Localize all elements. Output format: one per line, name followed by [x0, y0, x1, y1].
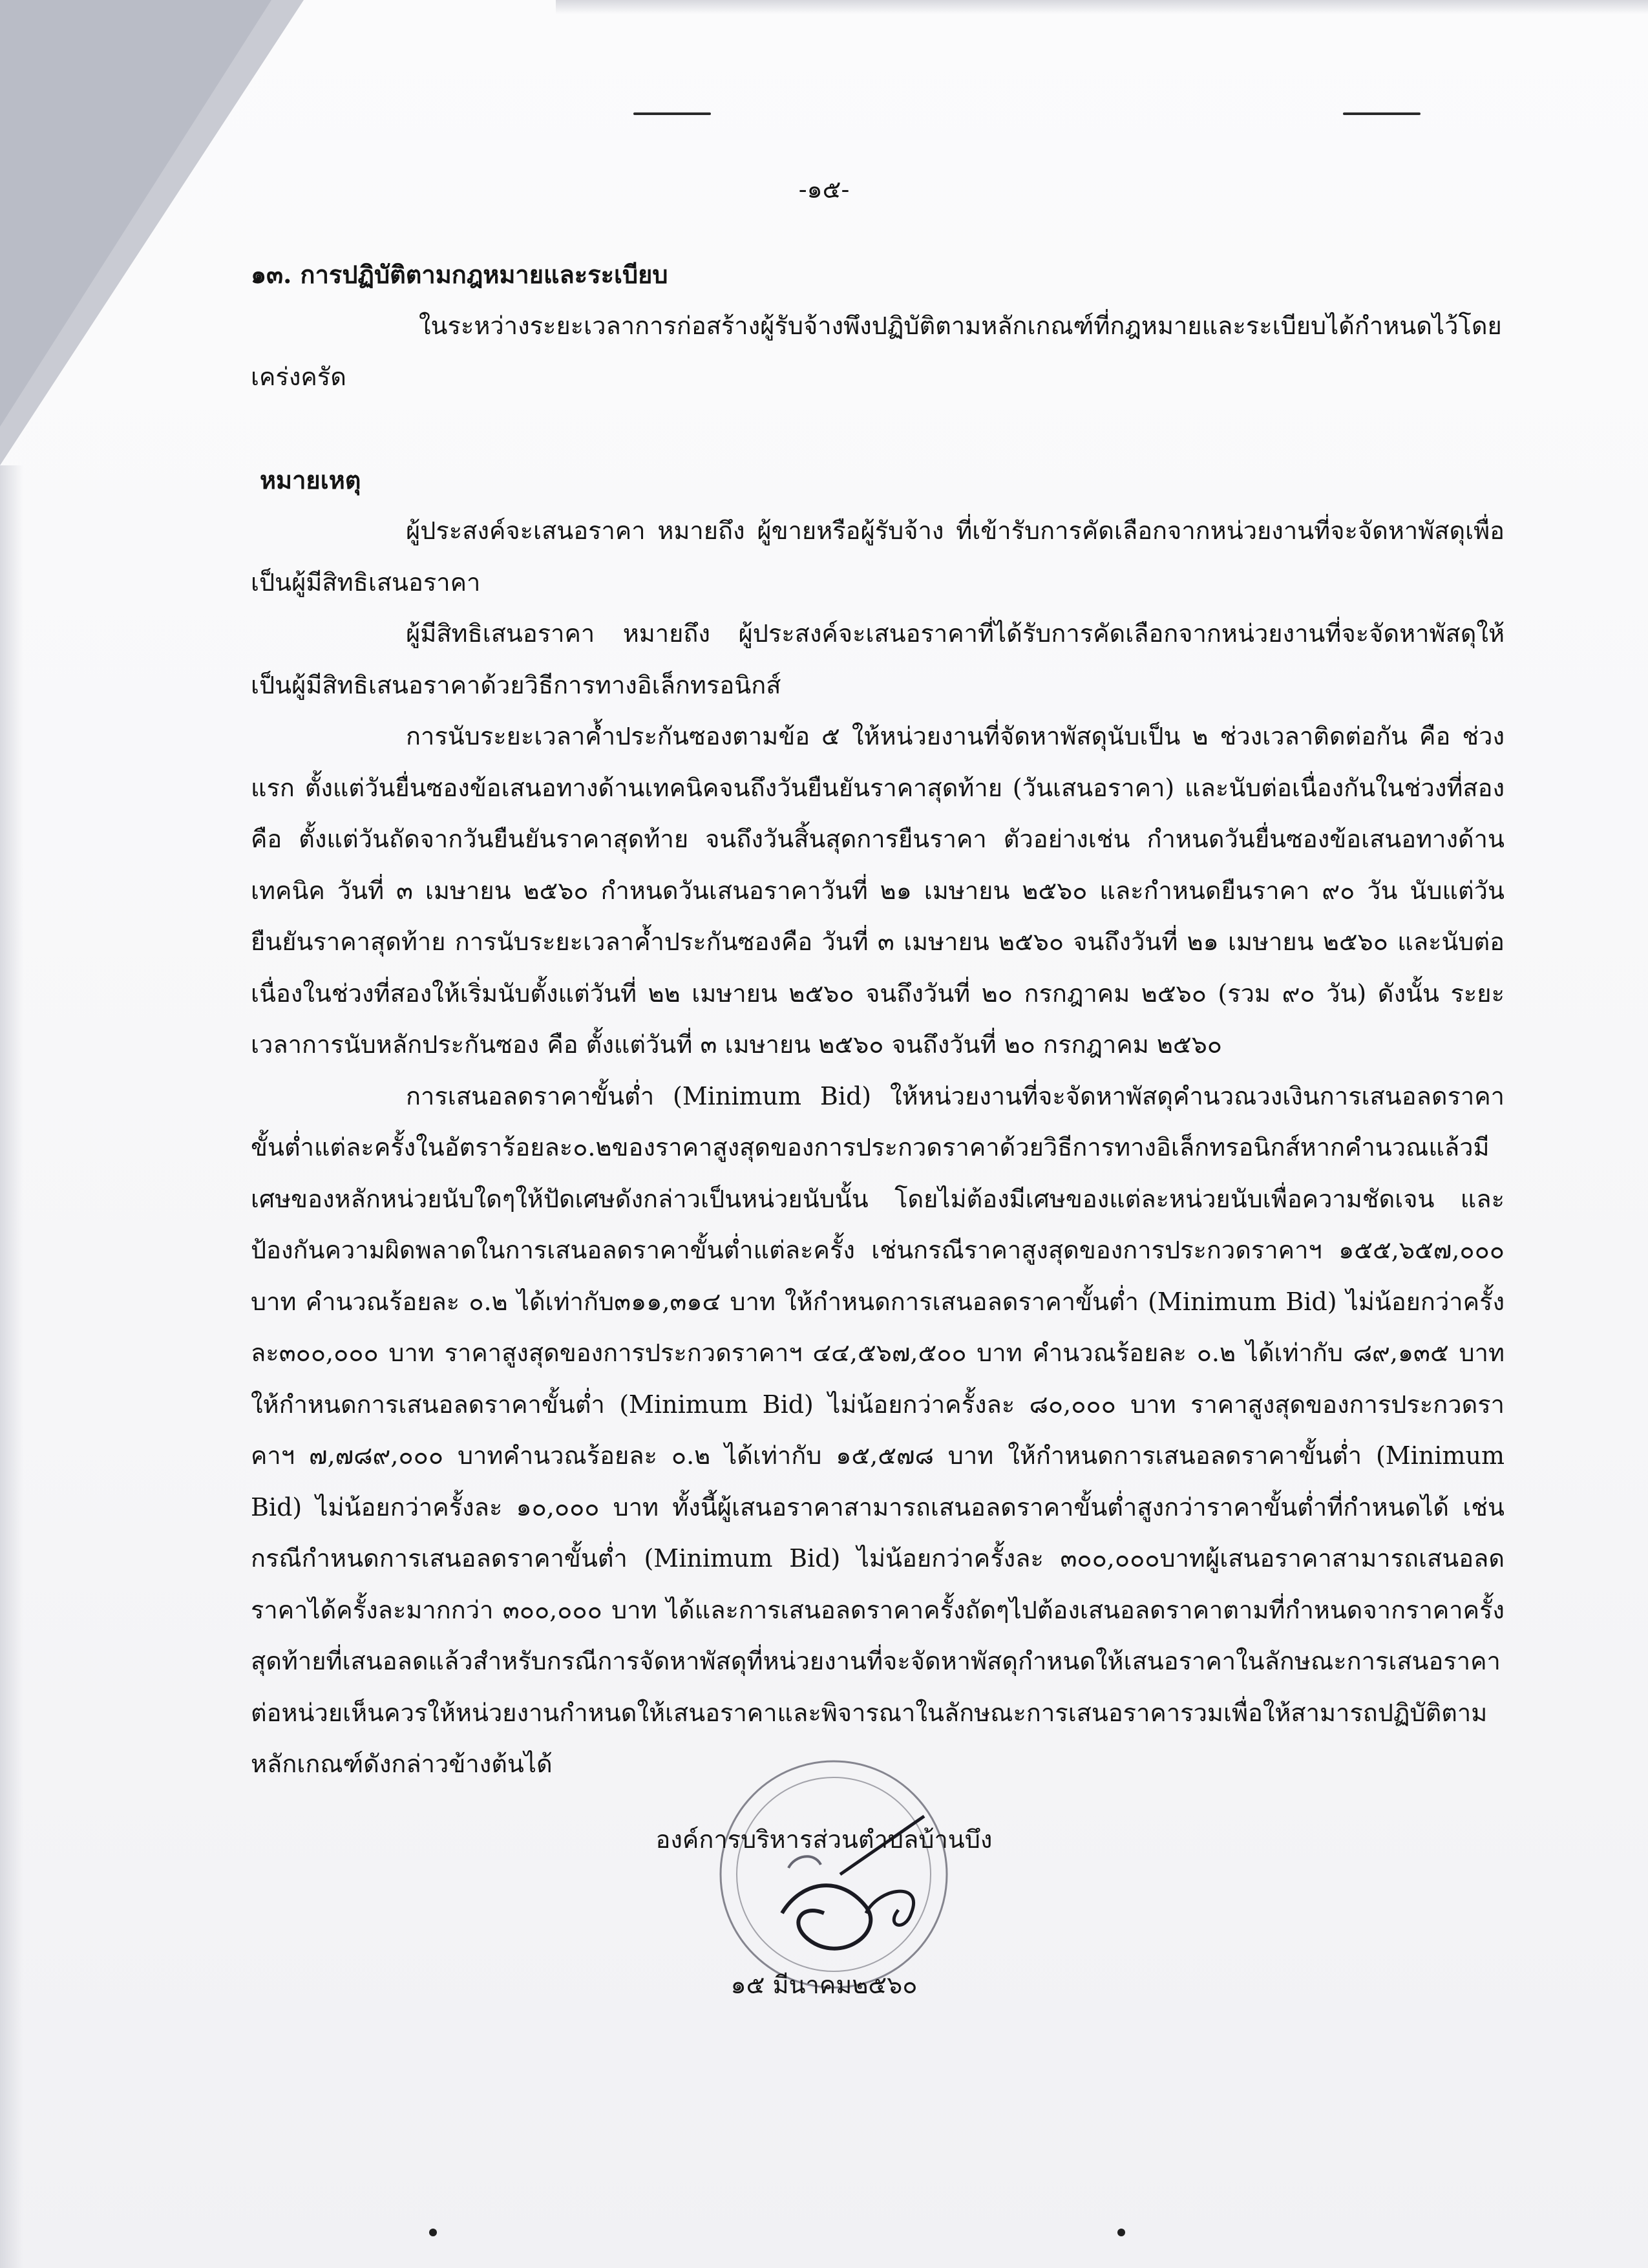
- scan-mark: [633, 112, 711, 115]
- section-paragraph: ในระหว่างระยะเวลาการก่อสร้างผู้รับจ้างพึงปฏิบัติตามหลักเกณฑ์ที่กฎหมายและระเบียบได้กำหนดไว้โดยเคร่งครัด: [251, 311, 1502, 391]
- scan-mark: [1343, 112, 1421, 115]
- organization-name: องค์การบริหารส่วนตำบลบ้านบึง: [655, 1825, 993, 1854]
- section-heading: ๑๓. การปฏิบัติตามกฎหมายและระเบียบ: [251, 260, 668, 289]
- punch-hole-mark: [1117, 2229, 1125, 2236]
- note-paragraph: การเสนอลดราคาขั้นต่ำ (Minimum Bid) ให้หน่วยงานที่จะจัดหาพัสดุคำนวณวงเงินการเสนอลดราคาขั้นต่ำแต่ละครั้งในอัตราร้อยละ๐.๒ของราคาสูงสุดของการประกวดราคาด้วยวิธีการทางอิเล็กทรอนิกส์หากคำนวณแล้วมีเศษของหลักหน่วยนับใดๆให้ปัดเศษดังกล่าวเป็นหน่วยนับนั้น โดยไม่ต้องมีเศษของแต่ละหน่วยนับเพื่อความชัดเจน และป้องกันความผิดพลาดในการเสนอลดราคาขั้นต่ำแต่ละครั้ง เช่นกรณีราคาสูงสุดของการประกวดราคาฯ ๑๕๕,๖๕๗,๐๐๐ บาท คำนวณร้อยละ ๐.๒ ได้เท่ากับ๓๑๑,๓๑๔ บาท ให้กำหนดการเสนอลดราคาขั้นต่ำ (Minimum Bid) ไม่น้อยกว่าครั้งละ๓๐๐,๐๐๐ บาท ราคาสูงสุดของการประกวดราคาฯ ๔๔,๕๖๗,๕๐๐ บาท คำนวณร้อยละ ๐.๒ ได้เท่ากับ ๘๙,๑๓๕ บาท ให้กำหนดการเสนอลดราคาขั้นต่ำ (Minimum Bid) ไม่น้อยกว่าครั้งละ ๘๐,๐๐๐ บาท ราคาสูงสุดของการประกวดราคาฯ ๗,๗๘๙,๐๐๐ บาทคำนวณร้อยละ ๐.๒ ได้เท่ากับ ๑๕,๕๗๘ บาท ให้กำหนดการเสนอลดราคาขั้นต่ำ (Minimum Bid) ไม่น้อยกว่าครั้งละ ๑๐,๐๐๐ บาท ทั้งนี้ผู้เสนอราคาสามารถเสนอลดราคาขั้นต่ำสูงกว่าราคาขั้นต่ำที่กำหนดได้ เช่นกรณีกำหนดการเสนอลดราคาขั้นต่ำ (Minimum Bid) ไม่น้อยกว่าครั้งละ ๓๐๐,๐๐๐บาทผู้เสนอราคาสามารถเสนอลดราคาได้ครั้งละมากกว่า ๓๐๐,๐๐๐ บาท ได้และการเสนอลดราคาครั้งถัดๆไปต้องเสนอลดราคาตามที่กำหนดจากราคาครั้งสุดท้ายที่เสนอลดแล้วสำหรับกรณีการจัดหาพัสดุที่หน่วยงานที่จะจัดหาพัสดุกำหนดให้เสนอราคาในลักษณะการเสนอราคาต่อหน่วยเห็นควรให้หน่วยงานกำหนดให้เสนอราคาและพิจารณาในลักษณะการเสนอราคารวมเพื่อให้สามารถปฏิบัติตามหลักเกณฑ์ดังกล่าวข้างต้นได้: [251, 1081, 1505, 1778]
- page-top-edge: [556, 0, 1648, 14]
- spacer: [251, 403, 1505, 454]
- folded-corner-shadow: [0, 0, 271, 427]
- note-heading: หมายเหตุ: [260, 465, 361, 494]
- note-paragraph: ผู้มีสิทธิเสนอราคา หมายถึง ผู้ประสงค์จะเสนอราคาที่ได้รับการคัดเลือกจากหน่วยงานที่จะจัดหาพัสดุให้เป็นผู้มีสิทธิเสนอราคาด้วยวิธีการทางอิเล็กทรอนิกส์: [251, 619, 1505, 699]
- punch-hole-mark: [429, 2229, 437, 2236]
- document-body: [251, 249, 1505, 1790]
- document-date: ๑๕ มีนาคม๒๕๖๐: [730, 1971, 918, 1999]
- note-paragraph: ผู้ประสงค์จะเสนอราคา หมายถึง ผู้ขายหรือผู้รับจ้าง ที่เข้ารับการคัดเลือกจากหน่วยงานที่จะจัดหาพัสดุเพื่อเป็นผู้มีสิทธิเสนอราคา: [251, 516, 1505, 597]
- note-paragraph: การนับระยะเวลาค้ำประกันซองตามข้อ ๕ ให้หน่วยงานที่จัดหาพัสดุนับเป็น ๒ ช่วงเวลาติดต่อกัน คือ ช่วงแรก ตั้งแต่วันยื่นซองข้อเสนอทางด้านเทคนิคจนถึงวันยืนยันราคาสุดท้าย (วันเสนอราคา) และนับต่อเนื่องกันในช่วงที่สอง คือ ตั้งแต่วันถัดจากวันยืนยันราคาสุดท้าย จนถึงวันสิ้นสุดการยืนราคา ตัวอย่างเช่น กำหนดวันยื่นซองข้อเสนอทางด้านเทคนิค วันที่ ๓ เมษายน ๒๕๖๐ กำหนดวันเสนอราคาวันที่ ๒๑ เมษายน ๒๕๖๐ และกำหนดยืนราคา ๙๐ วัน นับแต่วันยืนยันราคาสุดท้าย การนับระยะเวลาค้ำประกันซองคือ วันที่ ๓ เมษายน ๒๕๖๐ จนถึงวันที่ ๒๑ เมษายน ๒๕๖๐ และนับต่อเนื่องในช่วงที่สองให้เริ่มนับตั้งแต่วันที่ ๒๒ เมษายน ๒๕๖๐ จนถึงวันที่ ๒๐ กรกฎาคม ๒๕๖๐ (รวม ๙๐ วัน) ดังนั้น ระยะเวลาการนับหลักประกันซอง คือ ตั้งแต่วันที่ ๓ เมษายน ๒๕๖๐ จนถึงวันที่ ๒๐ กรกฎาคม ๒๕๖๐: [251, 722, 1505, 1059]
- page-number: -๑๕-: [798, 175, 850, 204]
